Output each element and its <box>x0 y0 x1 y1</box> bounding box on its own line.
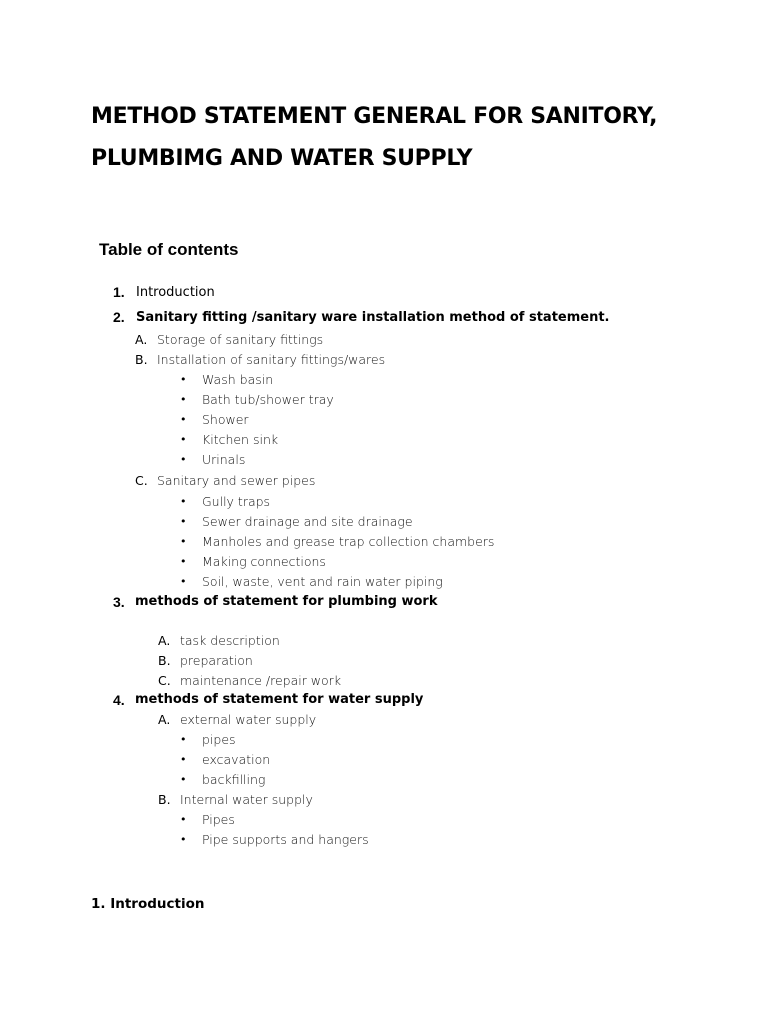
toc-item-number: 2. <box>113 309 125 325</box>
toc-sub-item: Sanitary and sewer pipes <box>157 473 316 488</box>
bullet-icon: • <box>180 833 187 846</box>
toc-sub-letter: C. <box>158 673 171 688</box>
bullet-icon: • <box>180 753 187 766</box>
toc-bullet-item: Soil, waste, vent and rain water piping <box>202 574 443 589</box>
toc-sub-letter: C. <box>135 473 148 488</box>
toc-sub-item: Internal water supply <box>180 792 313 807</box>
toc-bullet-item: Sewer drainage and site drainage <box>202 514 413 529</box>
toc-heading: Table of contents <box>99 240 239 259</box>
toc-bullet-item: backfilling <box>202 772 266 787</box>
bullet-icon: • <box>180 393 187 406</box>
toc-bullet-item: Manholes and grease trap collection chambers <box>202 534 495 549</box>
bullet-icon: • <box>180 733 187 746</box>
bullet-icon: • <box>180 413 187 426</box>
toc-sub-letter: B. <box>158 792 171 807</box>
toc-sub-item: external water supply <box>180 712 317 727</box>
toc-sub-letter: A. <box>158 633 171 648</box>
toc-sub-letter: B. <box>158 653 171 668</box>
toc-bullet-item: Bath tub/shower tray <box>202 392 334 407</box>
toc-bullet-item: Urinals <box>202 452 246 467</box>
toc-item-introduction: Introduction <box>136 285 215 300</box>
toc-item-plumbing-work: methods of statement for plumbing work <box>135 594 438 609</box>
toc-bullet-item: Gully traps <box>202 494 271 509</box>
toc-item-water-supply: methods of statement for water supply <box>135 692 424 707</box>
toc-item-sanitary-fitting: Sanitary fitting /sanitary ware installation method of statement. <box>136 310 610 325</box>
toc-sub-item: Storage of sanitary fittings <box>157 332 324 347</box>
toc-bullet-item: pipes <box>202 732 236 747</box>
bullet-icon: • <box>180 555 187 568</box>
bullet-icon: • <box>180 813 187 826</box>
bullet-icon: • <box>180 453 187 466</box>
toc-sub-item: maintenance /repair work <box>180 673 342 688</box>
page-title: METHOD STATEMENT GENERAL FOR SANITORY, PLUMBIMG AND WATER SUPPLY <box>91 104 658 171</box>
section-heading-introduction: 1. Introduction <box>91 896 205 912</box>
toc-sub-item: task description <box>180 633 280 648</box>
toc-sub-item: preparation <box>180 653 253 668</box>
toc-bullet-item: excavation <box>202 752 271 767</box>
toc-bullet-item: Kitchen sink <box>202 432 279 447</box>
toc-bullet-item: Pipes <box>202 812 235 827</box>
toc-sub-letter: A. <box>158 712 171 727</box>
bullet-icon: • <box>180 575 187 588</box>
toc-item-number: 1. <box>113 284 125 300</box>
bullet-icon: • <box>180 433 187 446</box>
toc-bullet-item: Shower <box>202 412 249 427</box>
toc-item-number: 4. <box>113 692 125 708</box>
bullet-icon: • <box>180 535 187 548</box>
toc-sub-letter: A. <box>135 332 148 347</box>
toc-sub-letter: B. <box>135 352 148 367</box>
bullet-icon: • <box>180 495 187 508</box>
toc-bullet-item: Wash basin <box>202 372 274 387</box>
bullet-icon: • <box>180 773 187 786</box>
toc-sub-item: Installation of sanitary fittings/wares <box>157 352 386 367</box>
toc-bullet-item: Pipe supports and hangers <box>202 832 369 847</box>
toc-bullet-item: Making connections <box>202 554 326 569</box>
bullet-icon: • <box>180 373 187 386</box>
toc-item-number: 3. <box>113 594 125 610</box>
bullet-icon: • <box>180 515 187 528</box>
